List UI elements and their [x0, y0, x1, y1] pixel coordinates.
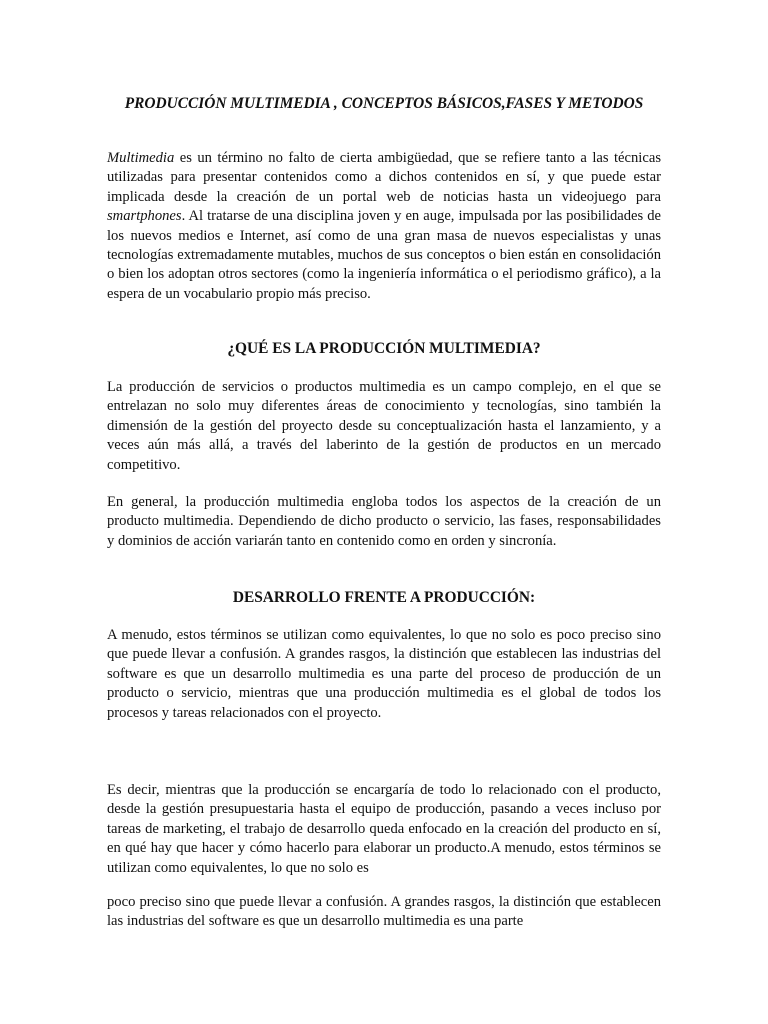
intro-text-2: . Al tratarse de una disciplina joven y en auge, impulsada por las posibilidades de los nuevos medios e Internet, así como de una gran masa de nuevos especialistas y unas tecnologías extremadamente mutables, muchos de sus conceptos o bien están en consolidación o bien los adoptan otros sectores (como la ingeniería informática o el periodismo gráfico), a la espera de un vocabulario propio más preciso.	[107, 208, 661, 302]
intro-text-1: es un término no falto de cierta ambigüedad, que se refiere tanto a las técnicas utilizadas para presentar contenidos como a dichos contenidos en sí, y que puede estar implicada desde la creación de un portal web de noticias hasta un videojuego para	[107, 150, 661, 205]
section1-paragraph-2: En general, la producción multimedia engloba todos los aspectos de la creación de un producto multimedia. Dependiendo de dicho producto o servicio, las fases, responsabilidades y dominios de acción variarán tanto en contenido como en orden y sincronía.	[107, 494, 661, 549]
document-title: PRODUCCIÓN MULTIMEDIA , CONCEPTOS BÁSICOS,FASES Y METODOS	[124, 95, 644, 112]
intro-smartphones: smartphones	[107, 208, 182, 225]
section-heading-desarrollo: DESARROLLO FRENTE A PRODUCCIÓN:	[232, 589, 536, 606]
section2-paragraph-1: A menudo, estos términos se utilizan como equivalentes, lo que no solo es poco preciso sino que puede llevar a confusión. A grandes rasgos, la distinción que establecen las industrias del software es que un desarrollo multimedia es una parte del proceso de producción de un producto o servicio, mientras que una producción multimedia es el global de todos los procesos y tareas relacionados con el proyecto.	[107, 627, 661, 721]
section-heading-que-es: ¿QUÉ ES LA PRODUCCIÓN MULTIMEDIA?	[227, 340, 541, 357]
section1-paragraph-1: La producción de servicios o productos multimedia es un campo complejo, en el que se entrelazan no solo muy diferentes áreas de conocimiento y tecnologías, sino también la dimensión de la gestión del proyecto desde su conceptualización hasta el lanzamiento, y a veces aún más allá, a través del laberinto de la gestión de productos en un mercado competitivo.	[107, 379, 661, 473]
section2-paragraph-3: poco preciso sino que puede llevar a confusión. A grandes rasgos, la distinción que establecen las industrias del software es que un desarrollo multimedia es una parte	[107, 894, 661, 930]
intro-paragraph	[107, 149, 661, 304]
section2-paragraph-2: Es decir, mientras que la producción se encargaría de todo lo relacionado con el producto, desde la gestión presupuestaria hasta el equipo de producción, pasando a veces incluso por tareas de marketing, el trabajo de desarrollo queda enfocado en la creación del producto en sí, en qué hay que hacer y cómo hacerlo para elaborar un producto.A menudo, estos términos se utilizan como equivalentes, lo que no solo es	[107, 782, 661, 876]
intro-term: Multimedia	[107, 150, 175, 166]
